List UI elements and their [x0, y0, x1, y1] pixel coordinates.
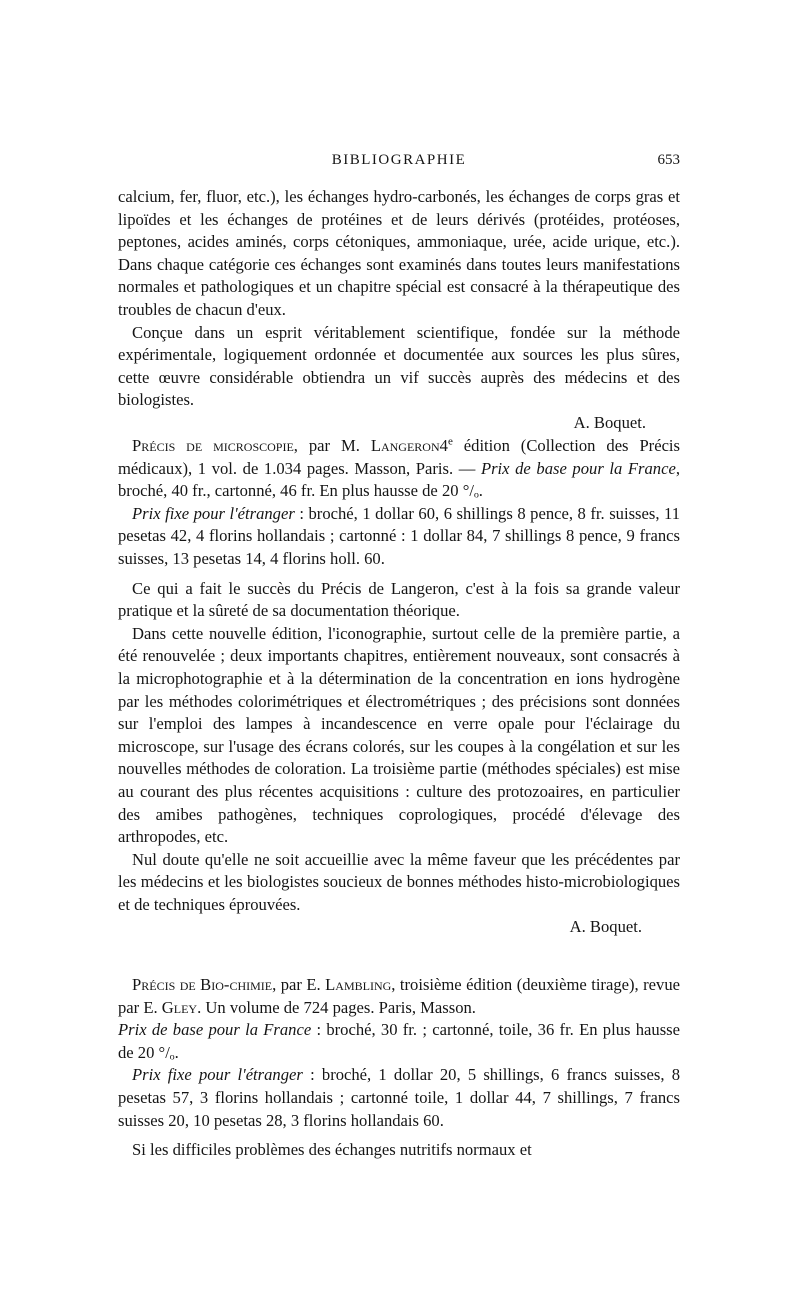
entry-text: , broché, 40 fr., cartonné, 46 fr. En plus hausse de 20 °/ₒ.	[118, 458, 680, 501]
entry-text: : broché, 1 dollar 20, 5 shillings, 6 francs suisses, 8 pesetas 57, 3 florins hollandais ; cartonné toile, 1 dollar 44, 7 shillings, 7 francs suisses 20, 10 pesetas 28, 3 florins hollandais 60.	[118, 1065, 680, 1130]
paragraph: Nul doute qu'elle ne soit accueillie avec la même faveur que les précédentes par les médecins et les biologistes soucieux de bonnes méthodes histo-microbiologiques et de techniques éprouvées.	[118, 849, 680, 914]
reviewer-signature: A. Boquet.	[573, 412, 646, 432]
price-foreign	[118, 503, 680, 571]
entry-text: 4	[439, 436, 448, 455]
paragraph: Ce qui a fait le succès du Précis de Langeron, c'est à la fois sa grande valeur pratique et la sûreté de sa documentation théorique.	[118, 578, 680, 621]
price-foreign	[118, 1064, 680, 1132]
entry-text: édition (Collection des Précis médicaux), 1 vol. de 1.034 pages. Masson, Paris. —	[118, 436, 680, 478]
bibliographic-entry	[118, 974, 680, 1064]
price-label: Prix fixe pour l'étranger	[132, 1065, 303, 1085]
bibliographic-entry	[118, 435, 680, 503]
entry-text: : broché, 1 dollar 60, 6 shillings 8 pence, 8 fr. suisses, 11 pesetas 42, 4 florins hollandais ; cartonné : 1 dollar 84, 7 shillings 8 pence, 9 francs suisses, 13 pesetas 14, 4 florins holl. 60.	[118, 503, 680, 568]
entry-text: . Un volume de 724 pages. Paris, Masson.	[197, 997, 476, 1017]
paragraph: calcium, fer, fluor, etc.), les échanges hydro-carbonés, les échanges de corps gras et lipoïdes et les échanges de protéines et de leurs dérivés (protéides, protéoses, peptones, acides aminés, corps cétoniques, ammoniaque, urée, acide urique, etc.). Dans chaque catégorie ces échanges sont examinés dans toutes leurs manifestations normales et pathologiques et un chapitre spécial est consacré à la thérapeutique des troubles de chacun d'eux.	[118, 187, 680, 319]
price-label: Prix de base pour la France	[118, 1020, 312, 1040]
running-head: BIBLIOGRAPHIE	[331, 152, 467, 168]
paragraph: Dans cette nouvelle édition, l'iconographie, surtout celle de la première partie, a été renouvelée ; deux importants chapitres, entièrement nouveaux, sont consacrés à la microphotographie et à la détermination de la concentration en ions hydrogène par les méthodes colorimétriques et électrométriques ; des précisions sont données sur l'emploi des lampes à incandescence en verre opale pour l'éclairage du microscope, sur l'usage des écrans colorés, sur les coupes à la congélation et sur les nouvelles méthodes de coloration. La troisième partie (méthodes spéciales) est mise au courant des plus récentes acquisitions : culture des protozoaires, en particulier des amibes pathogènes, techniques coprologiques, procédé d'élevage des arthropodes, etc.	[118, 623, 680, 847]
superscript: e	[447, 435, 453, 448]
reviewer-signature: A. Boquet.	[569, 917, 642, 937]
paragraph: Si les difficiles problèmes des échanges nutritifs normaux et	[132, 1140, 532, 1160]
entry-text: : broché, 30 fr. ; cartonné, toile, 36 fr. En plus hausse de 20 °/ₒ.	[118, 1020, 680, 1062]
reviser-name: Gley	[161, 997, 198, 1017]
entry-text: , par M.	[293, 436, 371, 455]
author-name: Lambling	[325, 975, 392, 994]
paragraph: Conçue dans un esprit véritablement scientifique, fondée sur la méthode expérimentale, logiquement ordonnée et documentée aux sources les plus sûres, cette œuvre considérable obtiendra un vif succès auprès des médecins et des biologistes.	[118, 322, 680, 410]
author-name: Langeron	[370, 436, 440, 455]
book-title: Précis de Bio-chimie	[132, 975, 273, 994]
book-title: Précis de microscopie	[132, 436, 294, 455]
review-precis-microscopie	[118, 435, 680, 939]
page-number: 653	[657, 152, 680, 168]
page-header	[118, 152, 680, 176]
entry-text: , par E.	[272, 975, 326, 994]
entry-text: , troisième édition (deuxième tirage), revue par E.	[118, 975, 680, 1017]
review-precis-biochimie	[118, 974, 680, 1162]
review-continuation	[118, 186, 680, 435]
price-label: Prix de base pour la France	[480, 458, 676, 478]
price-label: Prix fixe pour l'étranger	[132, 503, 295, 523]
